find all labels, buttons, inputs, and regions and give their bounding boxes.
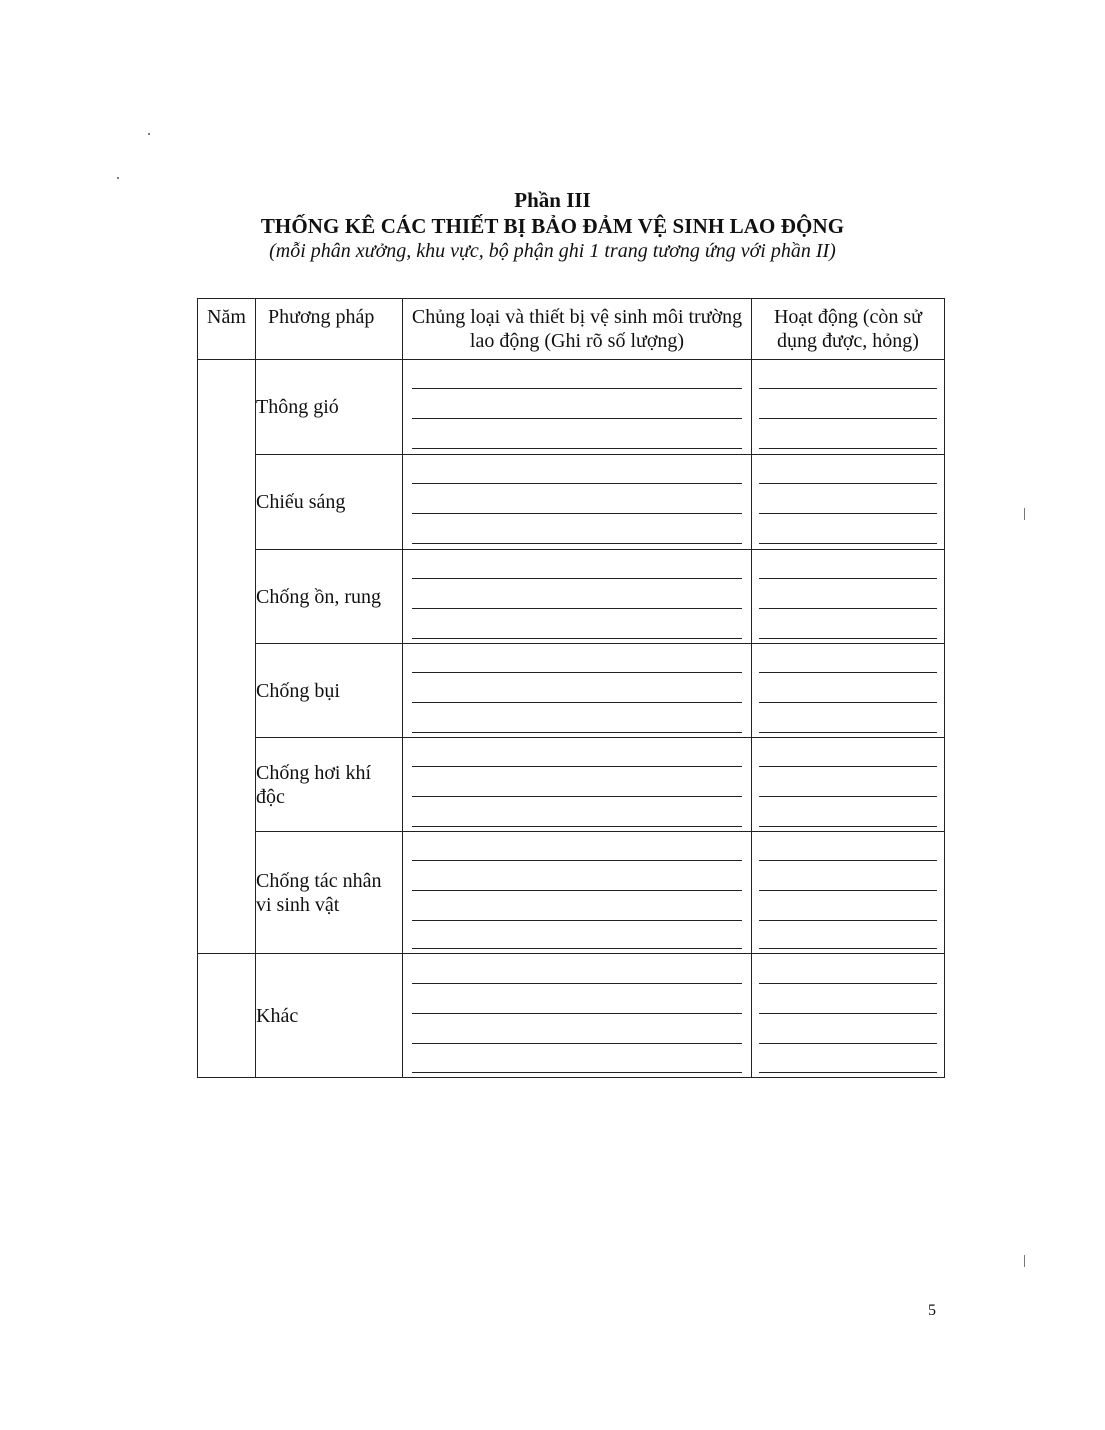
header-equipment: Chủng loại và thiết bị vệ sinh môi trường lao động (Ghi rõ số lượng) — [403, 299, 752, 360]
part-label: Phần III — [514, 188, 591, 212]
table-row — [198, 360, 945, 455]
header-row — [198, 299, 945, 360]
page-number: 5 — [928, 1302, 936, 1319]
equipment-entry-cell[interactable] — [403, 738, 752, 832]
header-year: Năm — [198, 299, 256, 360]
equipment-entry-cell[interactable] — [403, 644, 752, 738]
year-cell[interactable] — [198, 954, 256, 1078]
scan-speck — [148, 133, 150, 135]
equipment-entry-cell[interactable] — [403, 550, 752, 644]
header-method: Phương pháp — [256, 299, 403, 360]
status-entry-cell[interactable] — [752, 832, 945, 954]
equipment-entry-cell[interactable] — [403, 360, 752, 455]
status-entry-cell[interactable] — [752, 550, 945, 644]
status-entry-cell[interactable] — [752, 954, 945, 1078]
equipment-statistics-table — [197, 298, 945, 1078]
status-entry-cell[interactable] — [752, 738, 945, 832]
table-row — [198, 832, 945, 954]
equipment-entry-cell[interactable] — [403, 455, 752, 550]
method-other: Khác — [256, 954, 403, 1078]
document-subtitle: (mỗi phân xưởng, khu vực, bộ phận ghi 1 trang tương ứng với phần II) — [269, 240, 836, 262]
status-entry-cell[interactable] — [752, 455, 945, 550]
method-dust: Chống bụi — [256, 644, 403, 738]
year-cell[interactable] — [198, 360, 256, 954]
table-row — [198, 954, 945, 1078]
method-ventilation: Thông gió — [256, 360, 403, 455]
equipment-entry-cell[interactable] — [403, 954, 752, 1078]
table-row — [198, 738, 945, 832]
scan-mark — [1024, 1255, 1025, 1267]
table-row — [198, 455, 945, 550]
scan-mark — [1024, 508, 1025, 520]
method-toxic-gas: Chống hơi khí độc — [256, 738, 403, 832]
method-biological-agents: Chống tác nhân vi sinh vật — [256, 832, 403, 954]
scan-speck — [117, 177, 119, 179]
equipment-entry-cell[interactable] — [403, 832, 752, 954]
status-entry-cell[interactable] — [752, 644, 945, 738]
table-row — [198, 550, 945, 644]
header-status: Hoạt động (còn sử dụng được, hỏng) — [752, 299, 945, 360]
method-lighting: Chiếu sáng — [256, 455, 403, 550]
table-row — [198, 644, 945, 738]
method-noise-vibration: Chống ồn, rung — [256, 550, 403, 644]
document-title: THỐNG KÊ CÁC THIẾT BỊ BẢO ĐẢM VỆ SINH LAO ĐỘNG — [260, 214, 845, 238]
status-entry-cell[interactable] — [752, 360, 945, 455]
